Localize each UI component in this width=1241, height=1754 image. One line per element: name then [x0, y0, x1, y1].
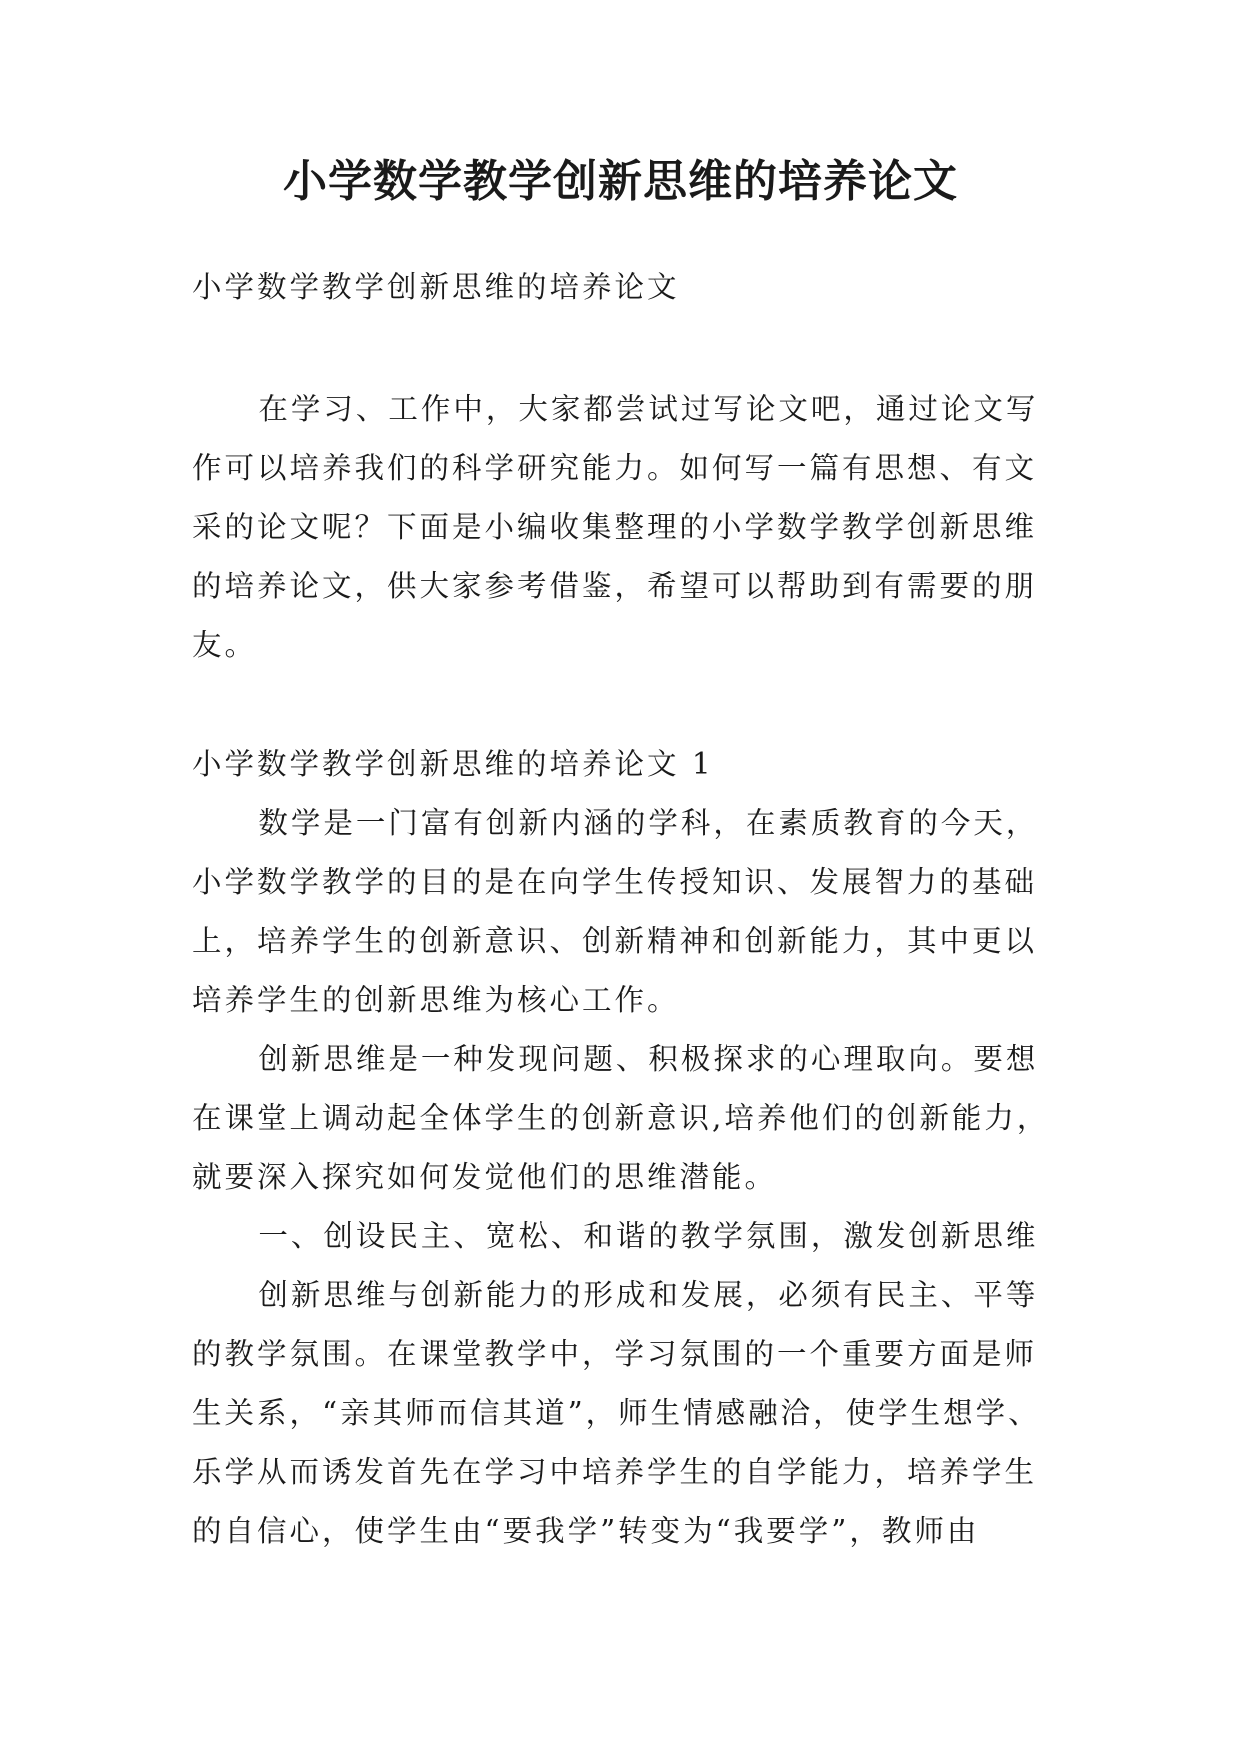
- document-subtitle: 小学数学教学创新思维的培养论文: [192, 270, 680, 304]
- section-heading: 小学数学教学创新思维的培养论文 1: [192, 747, 714, 781]
- body-paragraph: 数学是一门富有创新内涵的学科，在素质教育的今天，小学数学教学的目的是在向学生传授知识、发展智力的基础上，培养学生的创新意识、创新精神和创新能力，其中更以培养学生的创新思维为核心工作。: [192, 806, 1039, 1017]
- body-paragraph: 创新思维与创新能力的形成和发展，必须有民主、平等的教学氛围。在课堂教学中，学习氛围的一个重要方面是师生关系，“亲其师而信其道”，师生情感融洽，使学生想学、乐学从而诱发首先在学习中培养学生的自学能力，培养学生的自信心，使学生由“要我学”转变为“我要学”，教师由: [192, 1278, 1041, 1548]
- body-paragraph: 创新思维是一种发现问题、积极探求的心理取向。要想在课堂上调动起全体学生的创新意识,培养他们的创新能力，就要深入探究如何发觉他们的思维潜能。: [192, 1042, 1050, 1194]
- section-subheading: 一、创设民主、宽松、和谐的教学氛围，激发创新思维: [258, 1219, 1039, 1253]
- document-body: [192, 258, 1062, 1561]
- document-title: 小学数学教学创新思维的培养论文: [283, 156, 958, 207]
- intro-paragraph: 在学习、工作中，大家都尝试过写论文吧，通过论文写作可以培养我们的科学研究能力。如何写一篇有思想、有文采的论文呢？下面是小编收集整理的小学数学教学创新思维的培养论文，供大家参考借鉴，希望可以帮助到有需要的朋友。: [192, 392, 1039, 662]
